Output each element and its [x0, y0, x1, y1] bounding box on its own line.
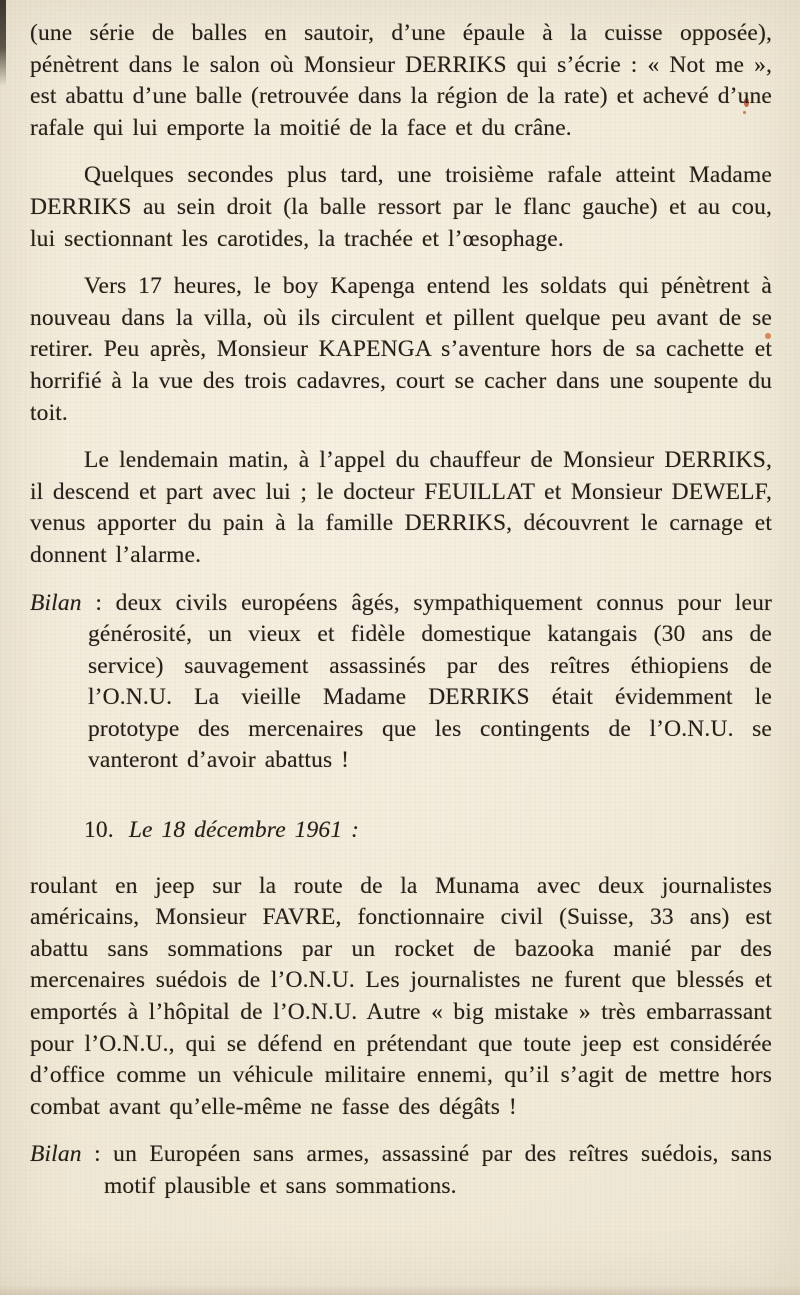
- bilan-text: deux civils européens âgés, sympathiquement connus pour leur générosité, un vieux et fidèle domestique katangais (30 ans de service) sauvagement assassinés par des reîtres éthiopiens de l’O.N.U. La vieille Madame DERRIKS était évidemment le prototype des mercenaires que les contingents de l’O.N.U. se vanteront d’avoir abattus !: [88, 589, 772, 774]
- page-text: [30, 18, 772, 1219]
- scan-edge-artifact: [0, 0, 6, 86]
- paragraph-favre: roulant en jeep sur la route de la Munama avec deux journalistes américains, Monsieur FAVRE, fonctionnaire civil (Suisse, 33 ans) est abattu sans sommations par un rocket de bazooka manié par des mercenaires suédois de l’O.N.U. Les journalistes ne furent que blessés et emportés à l’hôpital de l’O.N.U. Autre « big mistake » très embarrassant pour l’O.N.U., qui se défend en prétendant que toute jeep est considérée d’office comme un véhicule militaire ennemi, qu’il s’agit de mettre hors combat avant qu’elle-même ne fasse des dégâts !: [30, 872, 772, 1120]
- bilan-paragraph-derriks: [30, 588, 772, 778]
- section-heading: [84, 815, 772, 847]
- paragraph-kapenga: Vers 17 heures, le boy Kapenga entend les soldats qui pénètrent à nouveau dans la villa, où ils circulent et pillent quelque peu avant de se retirer. Peu après, Monsieur KAPENGA s’aventure hors de sa cachette et horrifié à la vue des trois cadavres, court se cacher dans une soupente du toit.: [30, 273, 772, 426]
- paragraph-discovery: Le lendemain matin, à l’appel du chauffeur de Monsieur DERRIKS, il descend et part avec lui ; le docteur FEUILLAT et Monsieur DEWELF, venus apporter du pain à la famille DERRIKS, découvrent le carnage et donnent l’alarme.: [30, 447, 772, 568]
- bilan-text: un Européen sans armes, assassiné par des reîtres suédois, sans motif plausible et sans sommations.: [104, 1141, 772, 1199]
- section-title: Le 18 décembre 1961 :: [128, 817, 360, 844]
- bilan-lead: Bilan: [30, 589, 82, 616]
- bilan-separator: :: [81, 1141, 114, 1168]
- scan-bottom-shadow: [0, 1285, 800, 1295]
- paragraph-derriks-shooting: (une série de balles en sautoir, d’une épaule à la cuisse opposée), pénètrent dans le salon où Monsieur DERRIKS qui s’écrie : « Not me », est abattu d’une balle (retrouvée dans la région de la rate) et achevé d’une rafale qui lui emporte la moitié de la face et du crâne.: [30, 20, 772, 141]
- section-number: 10.: [84, 817, 114, 844]
- bilan-lead: Bilan: [30, 1141, 82, 1168]
- paragraph-madame-derriks: Quelques secondes plus tard, une troisième rafale atteint Madame DERRIKS au sein droit (la balle ressort par le flanc gauche) et au cou, lui sectionnant les carotides, la trachée et l’œsophage.: [30, 162, 772, 252]
- bilan-separator: :: [81, 589, 116, 616]
- bilan-paragraph-favre: [30, 1139, 772, 1202]
